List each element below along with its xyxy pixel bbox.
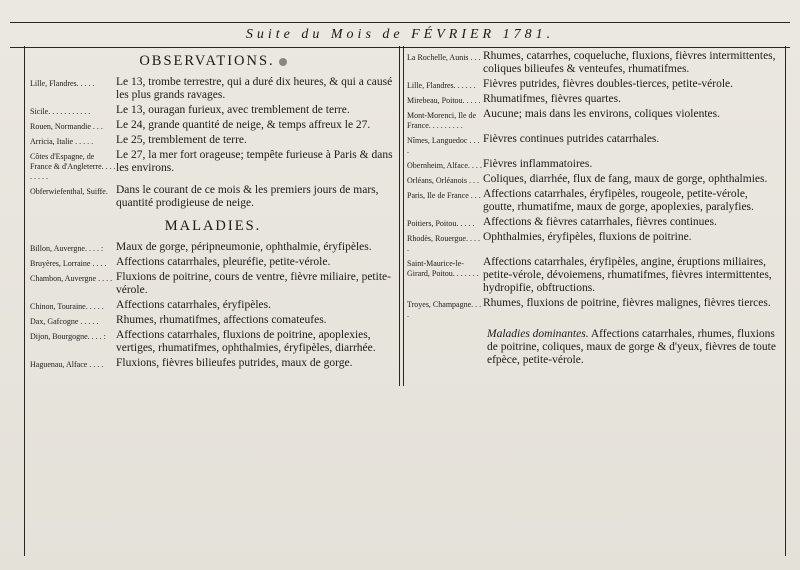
maladie-place: Paris, Ile de France . . . — [407, 191, 481, 200]
maladie-entry — [407, 50, 782, 76]
maladie-text: Maux de gorge, péripneumonie, ophthalmie, éryfipèles. — [116, 241, 372, 253]
observation-place: Sicile. . . . . . . . . . . — [30, 107, 91, 116]
dominant-label: Maladies dominantes. — [487, 328, 589, 340]
maladie-text: Affections catarrhales, éryfipèles, angine, éruptions miliaires, petite-vérole, dévoiemens, rhumatifmes, fièvres intermittentes, hydropifie, obftructions. — [483, 256, 772, 294]
maladie-entry — [407, 108, 782, 131]
maladie-entry — [30, 299, 396, 312]
maladie-place: Poitiers, Poitou. . . . . — [407, 219, 475, 228]
maladie-text: Rhumes, fluxions de poitrine, fièvres malignes, fièvres tierces. — [483, 297, 771, 309]
maladie-place: Saint-Maurice-le-Girard, Poitou. . . . . . . — [407, 259, 479, 278]
maladie-entry — [30, 314, 396, 327]
observation-entry — [30, 76, 396, 102]
maladie-text: Coliques, diarrhée, flux de fang, maux de gorge, ophthalmies. — [483, 173, 768, 185]
maladie-text: Affections & fièvres catarrhales, fièvres continues. — [483, 216, 717, 228]
observation-entry — [30, 184, 396, 210]
maladie-text: Rhumatifmes, fièvres quartes. — [483, 93, 621, 105]
observations-title-text: OBSERVATIONS. — [139, 53, 275, 69]
observation-text: Le 24, grande quantité de neige, & temps affreux le 27. — [116, 119, 371, 131]
observation-entry — [30, 134, 396, 147]
maladie-place: Bruyères, Lorraine . . . . — [30, 259, 107, 268]
maladie-text: Affections catarrhales, éryfipèles. — [116, 299, 271, 311]
maladie-text: Rhumes, rhumatifmes, affections comateufes. — [116, 314, 327, 326]
dominant-diseases — [487, 328, 782, 367]
maladie-text: Rhumes, catarrhes, coqueluche, fluxions, fièvres intermittentes, coliques bilieufes & venteufes, rhumatifmes. — [483, 50, 776, 75]
dominant-text: Affections catarrhales, rhumes, fluxions de poitrine, coliques, maux de gorge & d'yeux, fièvres de toute efpèce, petite-vérole. — [487, 328, 776, 366]
observation-entry — [30, 104, 396, 117]
maladie-place: Chinon, Touraine. . . . . — [30, 302, 104, 311]
maladie-entry — [407, 173, 782, 186]
maladie-text: Fièvres continues putrides catarrhales. — [483, 133, 660, 145]
maladie-place: Dijon, Bourgogne. . . . : — [30, 332, 106, 341]
maladie-place: La Rochelle, Aunis . . . — [407, 53, 481, 62]
observation-text: Dans le courant de ce mois & les premiers jours de mars, quantité prodigieuse de neige. — [116, 184, 379, 209]
maladie-text: Aucune; mais dans les environs, coliques violentes. — [483, 108, 720, 120]
maladie-place: Chambon, Auvergne . . . . — [30, 274, 113, 283]
maladie-entry — [30, 256, 396, 269]
maladie-text: Fluxions, fièvres bilieufes putrides, maux de gorge. — [116, 357, 353, 369]
maladie-text: Affections catarrhales, éryfipèles, rougeole, petite-vérole, goutte, rhumatifme, maux de gorge, apoplexies, paralyfies. — [483, 188, 754, 213]
maladie-place: Obernheim, Alface. . . . — [407, 161, 482, 170]
center-rule-1 — [399, 46, 400, 386]
maladie-entry — [407, 297, 782, 320]
maladie-entry — [30, 357, 396, 370]
maladie-entry — [407, 216, 782, 229]
maladie-entry — [30, 241, 396, 254]
maladie-entry — [407, 256, 782, 295]
maladie-entry — [407, 188, 782, 214]
left-column — [30, 50, 396, 372]
maladie-entry — [407, 231, 782, 254]
maladie-place: Troyes, Champagne. . . . — [407, 300, 482, 319]
maladie-place: Nîmes, Languedoc . . . . — [407, 136, 480, 155]
maladie-entry — [407, 93, 782, 106]
observations-title — [30, 53, 396, 70]
maladie-text: Affections catarrhales, pleuréfie, petite-vérole. — [116, 256, 331, 268]
observation-place: Côtes d'Espagne, de France & d'Angleterre. . . . . . . . . — [30, 152, 116, 181]
maladie-entry — [407, 78, 782, 91]
maladie-text: Fièvres putrides, fièvres doubles-tierces, petite-vérole. — [483, 78, 734, 90]
maladie-entry — [30, 271, 396, 297]
maladie-place: Orléans, Orléanois . . . — [407, 176, 479, 185]
maladie-entry — [30, 329, 396, 355]
observation-text: Le 13, ouragan furieux, avec tremblement de terre. — [116, 104, 350, 116]
observation-text: Le 27, la mer fort orageuse; tempête furieuse à Paris & dans les environs. — [116, 149, 393, 174]
maladie-place: Mirebeau, Poitou. . . . . — [407, 96, 481, 105]
maladies-title: MALADIES. — [164, 218, 262, 234]
maladie-entry — [407, 158, 782, 171]
observation-entry — [30, 149, 396, 182]
page-header — [10, 22, 790, 48]
right-column — [407, 50, 782, 367]
maladie-place: Mont-Morenci, Ile de France. . . . . . . . . — [407, 111, 477, 130]
observation-place: Lille, Flandres. . . . . — [30, 79, 95, 88]
maladie-place: Dax, Gafcogne . . . . . — [30, 317, 99, 326]
right-rule — [785, 46, 786, 556]
maladie-text: Fluxions de poitrine, cours de ventre, fièvre miliaire, petite-vérole. — [116, 271, 391, 296]
maladie-place: Rhodès, Rouergue. . . . . — [407, 234, 480, 253]
observation-entry — [30, 119, 396, 132]
observation-place: Rouen, Normandie . . . — [30, 122, 103, 131]
observation-place: Arricia, Italie . . . . . — [30, 137, 94, 146]
maladie-text: Fièvres inflammatoires. — [483, 158, 593, 170]
center-rule-2 — [403, 46, 404, 386]
header-title: Suite du Mois de FÉVRIER 1781. — [245, 27, 555, 42]
maladie-place: Lille, Flandres. . . . . . — [407, 81, 476, 90]
maladie-place: Billon, Auvergne. . . . : — [30, 244, 104, 253]
maladie-text: Ophthalmies, éryfipèles, fluxions de poitrine. — [483, 231, 692, 243]
maladie-text: Affections catarrhales, fluxions de poitrine, apoplexies, vertiges, rhumatifmes, ophthalmies, éryfipèles, diarrhée. — [116, 329, 376, 354]
observation-place: Obferwiefenthal, Suiffe. — [30, 187, 108, 196]
maladie-entry — [407, 133, 782, 156]
maladie-place: Haguenau, Alface . . . . — [30, 360, 104, 369]
left-rule — [24, 46, 25, 556]
ink-spot — [279, 58, 287, 66]
observation-text: Le 13, trombe terrestre, qui a duré dix heures, & qui a causé les plus grands ravages. — [116, 76, 393, 101]
observation-text: Le 25, tremblement de terre. — [116, 134, 247, 146]
